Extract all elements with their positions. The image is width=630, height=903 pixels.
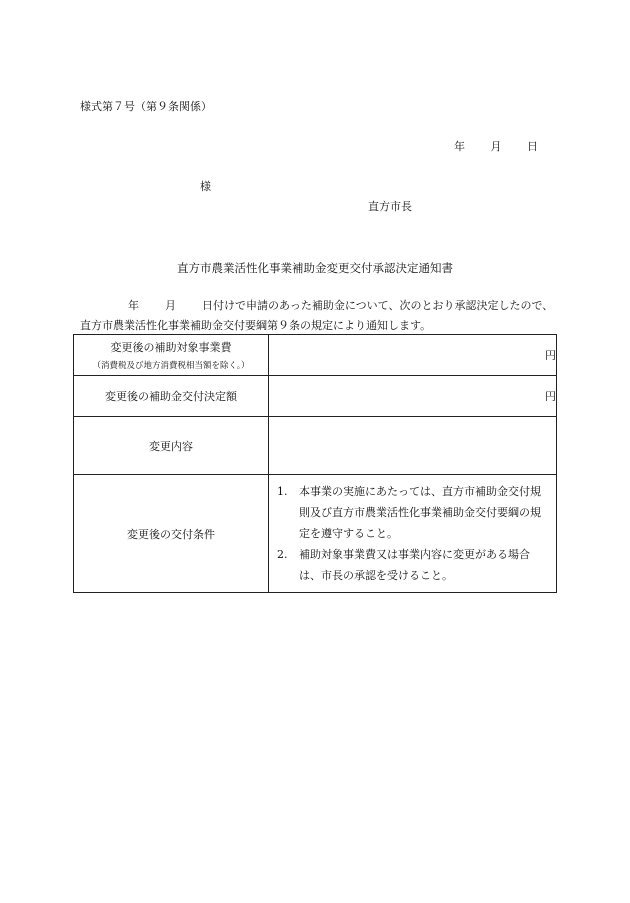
body-paragraph [80,296,560,336]
body-month-label: 月 [165,299,176,312]
list-item [277,481,550,544]
condition-text: 本事業の実施にあたっては、直方市補助金交付規則及び直方市農業活性化事業補助金交付要綱の規定を遵守すること。 [299,485,541,540]
grant-amount-value-cell [269,376,557,417]
change-details-value-cell [269,417,557,475]
date-line [454,138,538,154]
table-row [74,335,557,376]
table-row [74,417,557,475]
grant-amount-label: 変更後の補助金交付決定額 [74,376,269,417]
change-details-label: 変更内容 [74,417,269,475]
subsidy-cost-value-cell [269,335,557,376]
conditions-list [269,481,556,586]
form-number: 様式第７号（第９条関係） [80,100,212,113]
yen-unit: 円 [545,390,556,403]
yen-unit: 円 [545,349,556,362]
condition-text: 補助対象事業費又は事業内容に変更がある場合は、市長の承認を受けること。 [299,548,530,582]
subsidy-cost-label: 変更後の補助対象事業費 [110,341,232,354]
decision-table [73,334,557,593]
list-item [277,544,550,586]
sender-name: 直方市長 [368,200,412,213]
date-day-label: 日 [527,140,538,153]
grant-conditions-cell [269,475,557,593]
subsidy-cost-label-cell [74,335,269,376]
grant-conditions-label: 変更後の交付条件 [74,475,269,593]
condition-number: 1. [277,485,288,498]
date-year-label: 年 [454,140,465,153]
table-row [74,475,557,593]
date-month-label: 月 [490,140,502,153]
body-year-label: 年 [128,299,139,312]
addressee-suffix: 様 [200,180,211,193]
condition-number: 2. [277,548,288,561]
document-title: 直方市農業活性化事業補助金変更交付承認決定通知書 [177,261,453,275]
table-row [74,376,557,417]
tax-exclusion-note: （消費税及び地方消費税相当額を除く。） [92,361,250,371]
body-text: 日付けで申請のあった補助金について、次のとおり承認決定したので、直方市農業活性化事業補助金交付要綱第９条の規定により通知します。 [80,299,554,332]
